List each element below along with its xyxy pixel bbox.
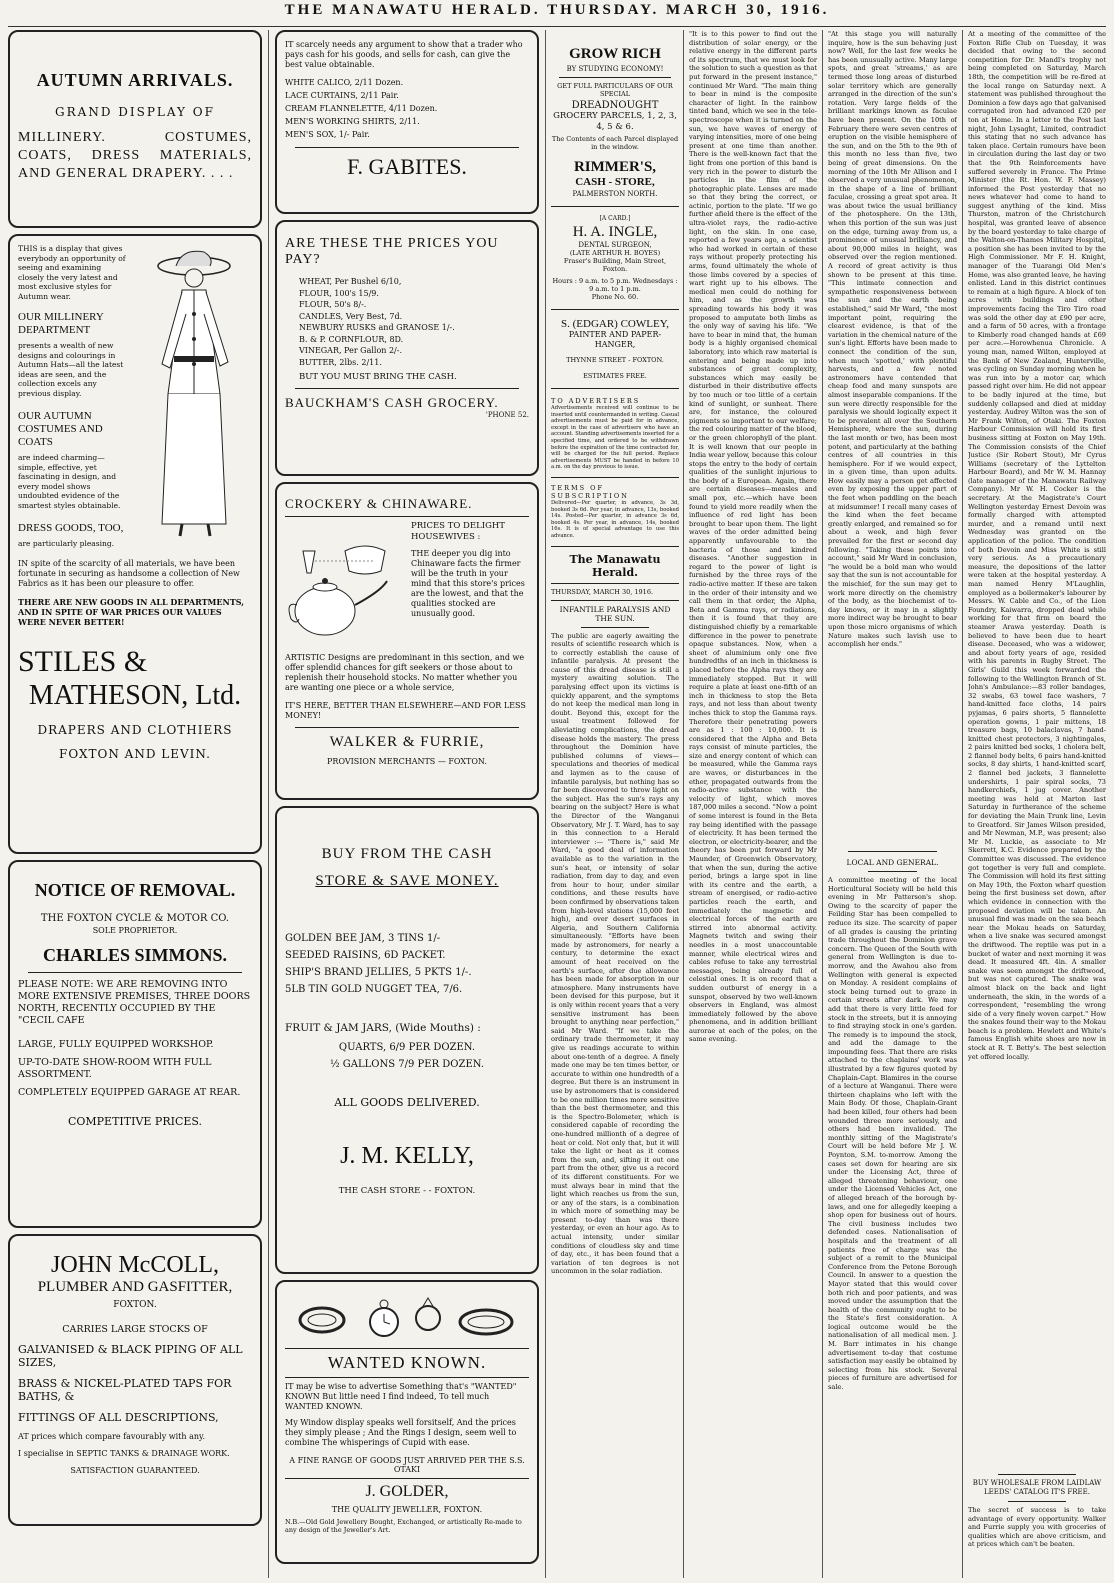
ingle-name: H. A. INGLE, [572,224,658,240]
jewellery-illustration [285,1290,529,1346]
golder-sub: THE QUALITY JEWELLER, FOXTON. [331,1505,483,1514]
kelly-list [285,930,529,998]
ingle-addr: Fraser's Building, Main Street, Foxton. [563,257,667,273]
golder-text: IT may be wise to advertise Something that's "WANTED" KNOWN But little need I find indeed, To tell much WANTED KNOWN. [285,1382,517,1411]
paper-nameplate: The Manawatu Herald. [569,552,661,579]
ingle-card: [A CARD.] [599,215,631,222]
mccoll-line: SATISFACTION GUARANTEED. [70,1466,200,1475]
walker-better: IT'S HERE, BETTER THAN ELSEWHERE—AND FOR LESS MONEY! [285,701,526,720]
article-continued: "It is to this power to find out the distribution of solar energy, or the relative energy in the different parts of its spectrum, that we must look for the solution to such a question as that put forward in the present instance," continued Mr Ward. "The main thing to bear in mind is the composite character of light. In the rainbow tinted band, which we see in the tele-spectroscope when it is turned on the sun, we have waves of energy of varying intensities, more of one being present at one time than another. There is the well-known fact that the light from one portion of this band is very rich in the power to disturb the particles in the film of the photographic plate. Lenses are made so that they bring the correct, or actinic, portion to the plate. "If we go further afield there is the effect of the ultra-violet rays, the radio-active light, on the skin. In one case, reported a few years ago, a scientist who had worked in certain of these rays without properly protecting his arms, found ultimately the whole of those limbs covered by a species of wart right up to his elbows. The medical men could do nothing for him, and as the growth was spreading towards his body it was proposed to amputate both limbs as the only way of saving his life. "We have to bear in mind that, the human body is a highly organised chemical laboratory, into which raw material is entering and being made up into substances of great complexity, substances which may easily be disturbed in their distributive effects by too much or too little of a certain kind of sunlight, or sunheat. There are, for instance, the coloured pigments so important to our welfare; the red colouring matter of the blood, or the green chlorophyll of the plant. It is well known that our people in India wear yellow, because this colour stops the entry to the body of certain qualities of the sunlight injurious to the body of a European. Again, there are certain diseases—measles and small pox, etc.—which have been found to yield more readily when the influence of red light has been brought to bear upon them. The light waves of the order admitted being apparently unfavourable to the bacteria of those and kindred diseases. "Another suggestion in regard to the power of light is furnished by the three rays of the radio-active matter. If these are taken in the order of their intensity and we call them in that order, the Alpha, Beta and Gamma rays, or radiations, then it is found that they are distinguished chiefly by a remarkable difference in the power to penetrate opaque substances. Now, when a sheet of aluminium only one five hundredths of an inch in thickness is placed before the Alpha rays they are immediately stopped. But it will require a plate at least one-fifth of an inch in thickness to stop the Beta rays, and not less than about twenty inches thick to stop the Gamma rays. Therefore their penetrating powers are as 1 : 100 : 10,000. It is considered that the Alpha and Beta rays consist of minute particles, the size and energy content of which can be measured, while the Gamma rays are waves, or disturbances in the ether, propagated outwards from the radio-active substance with the velocity of light, which moves 187,000 miles a second. "Now a point of some interest is found in the Beta ray being identified with the passage of electricity. It has been termed the electron, or electricity-bearer, and the theory has been put forward by Mr Maunder, of Greenwich Observatory, that when the sun, during the active period, brings a large spot in line with its centre and the earth, a stream of energised, or radio-active particles reach the earth, and immediately the magnetic and electrical forces of the earth are stirred into abnormal activity. Magnets twitch and swing their needles in a most unaccountable manner, while electrical wires and cables refuse to take any terrestrial messages, being already full of celestial ones. It is on record that a sudden outburst of energy in a sunspot, observed by two well-known observers in England, was almost immediately followed by the above phenomena, and in addition brilliant aurorae at each of the poles, on the same evening. [689,30,817,1044]
bauckham-list [299,276,529,368]
column-divider [962,30,963,1578]
intro-text: THIS is a display that gives everybody an opportunity of seeing and examining closely the very latest and most exclusive styles for Autumn wear. [18,244,126,301]
list-item: BUTTER, 2lbs. 2/11. [299,357,382,367]
article-body: The public are eagerly awaiting the results of scientific research which is to correctly establish the cause of infantile paralysis. At present the cause of this dread disease is still a mystery awaiting solution. The paralysing effect upon its victims is quickly apparent, and the symptoms do not keep the medical man long in doubt. Beyond this, except for the usual treatment followed for alleviating complications, the dread disease holds the mastery. The press throughout the Dominion have published columns of views—speculations and theories of medical and laymen as to the cause of infantile paralysis, but nothing has so far been discovered to throw light on the subject. Has the sun's rays any bearing on the subject? Here is what the Director of the Wanganui Observatory, Mr J. T. Ward, has to say in this connection to a Herald interviewer :— "There is," said Mr Ward, "a good deal of information available as to the variation in the sun's heat, or intensity of solar radiation, from day to day, and even from hour to hour, under similar conditions, and these results have been confirmed by observations taken from high-level stations (15,000 feet high), and over desert surfaces in Algeria, and Southern California simultaneously. "Efforts have been made by astronomers, for nearly a century, to determine the exact amount of heat received on the earth's surface, after due allowance has been made for absorption in our atmosphere. Many instruments have been devised for this purpose, but it is only within recent years that a very sensitive instrument has been brought to anything near perfection," said Mr Ward. "If we take the ordinary trade thermometer, it may give us readings accurate to within about one-tenth of a degree. A finely made one may be ten times better, or accurate to within one hundredth of a degree. But there is an instrument in use by astronomers that is considered to be one million times more sensitive than the best thermometer, and this is the Spectro-Bolometer, which is considered capable of recording the one-hundred millionth of a degree of heat or cold. Not only that, but it will take the light or heat as it comes from the sun, and, sifting it out one part from the other, give us a record of its different constituents. For we must always bear in mind that the light which reaches us from the sun, or any of the stars, is a combination in which more of something may be present to-day than was there yesterday, or even an hour ago. As to actual intensity, under similar conditions of cloudless sky and time of day, etc., it has been found that a variation of ten degrees is not uncommon in the solar radiation. [551,631,679,1276]
list-item: SEEDED RAISINS, 6D PACKET. [285,950,446,961]
divider [551,477,679,478]
ad-john-mccoll [8,1234,262,1526]
bauckham-title: ARE THESE THE PRICES YOU PAY? [285,236,499,267]
notice-subscription [551,484,679,540]
millinery-heading: OUR MILLINERY DEPARTMENT [18,311,104,336]
catalog-heading: BUY WHOLESALE FROM LAIDLAW LEEDS' CATALOG IT'S FREE. [972,1479,1102,1496]
kelly-sub: THE CASH STORE - - FOXTON. [338,1186,476,1196]
news-items: At a meeting of the committee of the Foxton Rifle Club on Tuesday, it was decided that owing to the second competition for Dr. Mandl's trophy not being completed on Saturday, March 18th, the competition will be re-fired at the local range on Saturday next. A statement was published throughout the Dominion a few days ago that galvanised corrugated iron had advanced £20 per ton at Home. In a letter to the Post last night, John Lysaght, Limited, contradict this stating that no such advance has taken place. Certain rumours have been in circulation during the last day or two that the 9th Reinforcements have suffered severely in France. The Prime Minister (the Rt. Hon. W. F. Massey) informed the Post yesterday that no news whatever had come to hand to suggest anything of the kind. Miss Thurston, matron of the Christchurch hospital, was granted leave of absence by the board yesterday to take charge of the Walton-on-Thames Military Hospital, a position she has been invited to by the High Commissioner. Mr F. H. Knight, manager of the Tuarangi Old Men's Home, was also granted leave, he having enlisted. Land in this district continues to remain at a high figure. A block of ten acres with buildings and other improvements facing the Tiro Tiro road was sold the other day at £90 per acre, and a farm of 50 acres, with a frontage to Kimberly road changed hands at £69 per acre.—Horowhenua Chronicle. A young man, named Wilton, employed at the Bank of New Zealand, Hunterville, was cycling on Sunday morning when he was run into by a motor car, which passed right over him. He did not appear to be badly injured at the time, but suddenly collapsed and died at midday yesterday. Audrey Wilton was the son of Mr Frank Wilton, of Otaki. The Foxton Harbour Commission will hold its first business sitting at Foxton on May 19th. The Commission consists of the Chief Justice (Sir Robert Stout), Mr Cyrus Williams (secretary of the Lyttelton Harbour Board), and Mr W. M. Hannay (late manager of the Manawatu Railway Company). Mr W. H. Cocker is the secretary. At the Magistrate's Court Wellington yesterday Ernest Devoin was formally charged with attempted murder, and a remand until next Wednesday was granted on the application of the police. The condition of both Devoin and Miss White is still very serious. As a precautionary measure, the depositions of the latter were taken at the hospital yesterday. A man named Henry M'Laughlin, employed as a boilermaker's labourer by Messrs. W. Cable and Co., of the Lion Foundry, Kaiwarra, dropped dead while working for that firm on board the steamer Arawa yesterday. Death is believed to have been due to heart disease. Deceased, who was a widower, and about forty years of age, resided with his parents in Rugby Street. The Girls' Guild this week forwarded the following to the Wellington Branch of St. John's Ambulance:—83 roller bandages, 32 swabs, 63 towel face washers, 7 hand-knitted face cloths, 14 pairs pyjamas, 6 pairs shorts, 5 flannelette operation gowns, 1 pair mittens, 18 treasure bags, 10 balaclavas, 7 hand-knitted chest protectors, 3 nightingales, 2 pairs knitted bed socks, 1 cholera belt, 2 flannel body belts, 6 pairs hand-knitted socks, 8 day shirts, 1 hand-knitted scarf, 2 flannel bed jackets, 3 flannelette undershirts, 1 pair spiral socks, 73 handkerchiefs, 1 jug cover. Another meeting was held at Marton last Saturday in furtherance of the scheme for deviating the Main Trunk line, Levin to Greatford. Sir James Wilson presided, and Mr Newman, M.P., was present; also Mr M. Luckie, as associate to Mr Skerrett, K.C. Evidence prepared by the Committee was discussed. The evidence got together is very full and complete. The Commission will hold its first sitting on May 19th, the Foxton wharf question being the first business set down, after which evidence in connection with the proposed deviation will be taken. An unusual find was made on the sea beach near the Mokau heads on Saturday, when a live snake was secured amongst the driftwood. The reptile was put in a bucket of water and next morning it was dead. It measured 4ft. 4in. A smaller snake was seen amongst the driftwood, but was not captured. The snake was almost black on the back and light underneath, the skin, in the words of a correspondent, "resembling the wrong side of a very finely woven carpet." How the snakes found their way to the Mokau beach is a problem. Hewlett and White's famous English white shoes are now in stock at R. T. Betty's. The best selection yet offered locally. [968,30,1106,1061]
list-item: LACE CURTAINS, 2/11 Pair. [285,91,399,100]
divider [28,972,242,973]
divider [868,871,917,872]
rimmer-sub: BY STUDYING ECONOMY! [566,65,664,73]
divider [551,600,679,601]
list-item: B. & P. CORNFLOUR, 8D. [299,334,404,344]
article-title: INFANTILE PARALYSIS AND THE SUN. [559,604,671,623]
mccoll-location: FOXTON. [113,1300,157,1310]
divider [1008,1501,1066,1502]
kelly-quarts: QUARTS, 6/9 PER DOZEN. [338,1042,476,1053]
notice-advertisers [551,397,679,471]
bauckham-name: BAUCKHAM'S CASH GROCERY. [285,395,499,410]
kelly-name: J. M. KELLY, [340,1143,474,1169]
removal-proprietor: SOLE PROPRIETOR. [92,926,178,935]
column-5 [828,30,957,1578]
removal-line: COMPETITIVE PRICES. [67,1115,203,1128]
list-item: NEWBURY RUSKS and GRANOSE 1/-. [299,323,455,332]
list-item: WHEAT, Per Bushel 6/10, [299,277,402,286]
mccoll-line: AT prices which compare favourably with any. [18,1432,205,1441]
divider [285,1377,529,1378]
rimmer-name: RIMMER'S, [573,159,657,175]
golder-name: J. GOLDER, [365,1483,449,1500]
new-goods-text: THERE ARE NEW GOODS IN ALL DEPARTMENTS, AND IN SPITE OF WAR PRICES OUR VALUES WERE NEVER BETTER! [18,596,245,627]
mccoll-line: FITTINGS OF ALL DESCRIPTIONS, [18,1411,219,1424]
golder-range: A FINE RANGE OF GOODS JUST ARRIVED PER THE S.S. OTAKI [289,1456,525,1474]
divider [551,309,679,310]
kelly-gallons: ½ GALLONS 7/9 PER DOZEN. [329,1059,485,1070]
rimmer-dread: DREADNOUGHT [571,100,659,111]
advertisers-text: Advertisements received will continue to be inserted until countermanded in writing. Casual advertisements must be paid for in advance, except in the case of advertisers who have an account. Standing advertisements inserted for a specified time, and ordered to be withdrawn before the expiration of the time contracted for, will be charged for the full period. Replace advertisements MUST be handed in before 10 a.m. on the day previous to issue. [551,405,679,471]
column-4 [689,30,817,1578]
divider [581,627,649,628]
masthead-rule [8,26,1106,27]
ingle-title: DENTAL SURGEON, [578,241,652,249]
column-divider [268,30,269,1578]
column-3 [551,30,679,1578]
golder-nb: N.B.—Old Gold Jewellery Bought, Exchanged, or artistically Re-made to any design of the Jeweller's Art. [285,1518,522,1534]
local-general-title: LOCAL AND GENERAL. [846,858,939,867]
rimmer-parcels: GROCERY PARCELS, 1, 2, 3, 4, 5 & 6. [553,111,677,132]
walker-text-1: THE deeper you dig into Chinaware facts the firmer will be the truth in your mind that this store's prices are the lowest, and that the qualities stocked are unusually good. [411,549,525,618]
subscription-text: Delivered—Per quarter, in advance, 3s 3d, booked 3s 6d. Per year, in advance, 13s, booked 14s. Posted—Per quarter, in advance 3s 6d, booked 4s. Per year, in advance, 14s, booked 16s. It is of special advantage to use this advance. [551,499,679,539]
divider [551,388,679,389]
list-item: CANDLES, Very Best, 7d. [299,311,403,321]
list-item: FLOUR, 100's 15/9. [299,288,379,298]
ad-cowley [551,318,679,380]
ad-rimmer [551,46,679,198]
divider [551,583,679,584]
ad-items: MILLINERY. COSTUMES, COATS, DRESS MATERIALS, AND GENERAL DRAPERY. . . . [18,130,252,181]
bauckham-phone: 'PHONE 52. [485,411,529,419]
scarcity-text: IN spite of the scarcity of all materials, we have been fortunate in securing as handsome a collection of New Fabrics as it has been our pleasure to offer. [18,558,240,588]
divider [559,77,671,78]
list-item: WHITE CALICO, 2/11 Dozen. [285,78,404,87]
walker-text-2: ARTISTIC Designs are predominant in this section, and we offer splendid chances for gift seekers or those about to replenish their household stocks. No matter whether you are wanting one piece or a whole service, [285,653,525,692]
mccoll-line: CARRIES LARGE STOCKS OF [62,1324,208,1335]
mccoll-line: I specialise in SEPTIC TANKS & DRAINAGE WORK. [18,1449,230,1458]
gabites-intro: IT scarcely needs any argument to show that a trader who pays cash for his goods, and sells for cash, can give the best value obtainable. [285,40,523,69]
costumes-heading: OUR AUTUMN COSTUMES AND COATS [18,410,103,448]
divider [551,546,679,547]
column-1 [8,30,262,1578]
divider [285,1348,529,1349]
gabites-list [285,76,529,141]
removal-company: THE FOXTON CYCLE & MOTOR CO. [40,913,230,924]
golder-verse: My Window display speaks well forsitself, And the prices they simply please ; And the Rings I design, seem well to combine The whisperings of Cupid with ease. [285,1418,517,1447]
walker-title: CROCKERY & CHINAWARE. [285,496,473,511]
ad-bauckham [275,220,539,476]
ad-stiles-matheson [8,234,262,854]
rimmer-get: GET FULL PARTICULARS OF OUR SPECIAL [557,82,673,98]
list-item: SHIP'S BRAND JELLIES, 5 PKTS 1/-. [285,967,472,978]
removal-title: NOTICE OF REMOVAL. [34,880,236,900]
divider [285,516,529,517]
column-divider [822,30,823,1578]
ingle-late: (LATE ARTHUR H. BOYES) [569,249,661,257]
teapot-icon [285,521,405,651]
dress-heading: DRESS GOODS, TOO, [18,522,124,534]
subscription-title: TERMS OF SUBSCRIPTION [551,483,629,500]
list-item: MEN'S SOX, 1/- Pair. [285,130,370,139]
column-2 [275,30,539,1578]
mccoll-line: BRASS & NICKEL-PLATED TAPS FOR BATHS, & [18,1377,232,1403]
divider [285,1478,529,1479]
advertisers-title: TO ADVERTISERS [551,397,641,405]
cowley-addr: THYNNE STREET - FOXTON. [566,356,664,364]
list-item: FLOUR, 50's 8/-. [299,300,367,309]
issue-date: THURSDAY, MARCH 30, 1916. [551,587,654,596]
divider [295,147,519,148]
ad-text-block [18,244,128,549]
firm-name-1: STILES & [18,644,148,678]
cowley-est: ESTIMATES FREE. [583,372,647,380]
millinery-text: presents a wealth of new designs and colourings in Autumn Hats—all the latest ideas are seen, and the collection excels any previous display. [18,341,124,398]
ad-kelly [275,806,539,1274]
list-item: 5LB TIN GOLD NUGGET TEA, 7/6. [285,984,463,995]
article-conclusion: "At this stage you will naturally inquire, how is the sun behaving just now? Well, for the last few weeks he has been unusually active. Many large spots, and great 'streams,' as are termed those long areas of disturbed solar territory which are generally arranged in the direction of the sun's rotation. Very large fields of the brilliant markings known as faculae have been present. On the 10th of February there were seven centres of eruption on the visible hemisphere of the sun, and on the 5th to the 9th of this month no less than five, two being of great dimensions. On the morning of the 10th Mr Allison and I observed a very unusual phenomenon, in the shape of a line of brilliant faculae, crossing a great spot area. It was about twice the usual brilliancy of the photosphere. On the 13th, when this portion of the sun was just on the edge, turning away from us, a prominence of unusual brilliancy, and about 90,000 miles in height, was observed over the region mentioned. A record of great activity is thus shown to be present at this time. "This intimate connection and sympathetic responsiveness between the sun and the earth being established," said Mr Ward, "the most important point, requiring the clearest evidence, is that of the variation in the chemical nature of the sun's light. Efforts have been made to connect the condition of the sun, when much 'spotted,' with plentiful harvests, and a few noted astronomers have contended that cheap food and many sunspots are almost inseparable companions. If the sun were directly responsible for the paralysis we should logically expect it to be prevalent all over the Southern Hemisphere, where the sun, during the last month or two, has been most potent, and particularly at the bathing centres of all countries in this hemisphere. For if we would expect, in a given time, than upon adults. How easily may a person get affected even by exposing the upper part of the feet when paddling on the beach at midsummer! I recall many cases of the kind when the feet became greatly enlarged, and remained so for about a week, and high fever prevailed for the first or second day following. "Taking these points into account," said Mr Ward in conclusion, "he would be a bold man who would say that the sun is not accountable for the mischief, for the sun may get to work more directly on the chemistry of the body, as the biochemist of to-day knows, or it may in a slightly more indirect way be brought to bear upon those micro organisms of which Nature makes such lavish use to accomplish her ends." [828,30,957,649]
list-item: CREAM FLANNELETTE, 4/11 Dozen. [285,104,438,113]
walker-name: WALKER & FURRIE, [329,734,485,750]
kelly-title-1: BUY FROM THE CASH [321,846,493,862]
ad-notice-of-removal [8,860,262,1228]
divider [998,1474,1076,1475]
firm-location: FOXTON AND LEVIN. [59,746,211,761]
divider [295,727,519,728]
removal-note: PLEASE NOTE: WE ARE REMOVING INTO MORE EXTENSIVE PREMISES, THREE DOORS NORTH, RECENTLY OCCUPIED BY THE "CECIL CAFE [18,979,251,1026]
divider [848,851,937,852]
column-divider [545,30,546,1578]
removal-line: UP-TO-DATE SHOW-ROOM WITH FULL ASSORTMENT. [18,1057,212,1080]
jewellery-icon [292,1290,522,1346]
masthead: THE MANAWATU HERALD. THURSDAY. MARCH 30, 1916. [284,2,830,18]
ingle-hours: Hours : 9 a.m. to 5 p.m. Wednesdays : 9 a.m. to 1 p.m. [552,277,678,293]
ad-title: AUTUMN ARRIVALS. [36,70,234,90]
column-6 [968,30,1106,1578]
removal-line: LARGE, FULLY EQUIPPED WORKSHOP. [18,1039,214,1050]
bauckham-cash: BUT YOU MUST BRING THE CASH. [299,372,457,382]
ad-ingle [551,215,679,301]
fashion-figure-icon [132,244,252,544]
cowley-trade: PAINTER AND PAPER-HANGER, [568,330,662,349]
local-general-body: A committee meeting of the local Horticultural Society will be held this evening in Mr Patterson's shop. Owing to the scarcity of paper the Feilding Star has been compelled to reduce its size. The scarcity of paper of all grades is causing the printing trade throughout the Dominion grave concern. The Queen of the South with general from Wellington is due to-morrow, and the Awahou also from Wellington with general is expected on Monday. A resident complains of stock being turned out to graze in certain streets after dark. We may add that there is very little feed for stock in the streets, but it is annoying to find straying stock in one's garden. The remedy is to impound the stock, and add the damage to the impounding fees. That there are risks attached to the chaplains' work was illustrated by a few figures quoted by Chaplain-Capt. Blamires in the course of a lecture at Wanganui. There were thirteen chaplains who left with the Main Body. Of those, Chaplain-Grant had been killed, four others had been wounded three more seriously, and others had been invalided. The monthly sitting of the Magistrate's Court will be held before Mr J. W. Poynton, S.M. to-morrow. Among the cases set down for hearing are six under the Licensing Act, three of alleged threatening behaviour, one under the Licensed Vehicles Act, one of alleged breach of the borough by-laws, and one for allegedly keeping a shop open for business out of hours. The civil business includes two defended cases. Nationalisation of hospitals and the treatment of all patients free of charge was the subject of a remit to the Municipal Conference from the Petone Borough Council. In answer to a question the Mayor stated that this would cover both rich and poor patients, and was moved under the assumption that the health of the community ought to be the State's first consideration. A logical outcome would be the nationalisation of all medical men. J. M. Barr intimates in his change advertisement to-day that costume satisfaction may easily be obtained by selecting from his stock. Several pieces of furniture are advertised for sale. [828,876,957,1392]
divider [295,388,519,389]
rimmer-loc: PALMERSTON NORTH. [572,190,658,198]
rimmer-title: GROW RICH [569,46,661,62]
ad-walker-furrie [275,482,539,800]
removal-name: CHARLES SIMMONS. [42,945,228,965]
catalog-text: The secret of success is to take advantage of every opportunity. Walker and Furrie supply you with groceries of qualities which are above criticism, and at prices which can't be beaten. [968,1506,1106,1549]
gabites-name: F. GABITES. [347,154,467,179]
dress-text: are particularly pleasing. [18,539,115,548]
woman-illustration [132,244,252,544]
rimmer-store: CASH - STORE, [575,176,655,188]
kelly-delivered: ALL GOODS DELIVERED. [334,1096,480,1109]
firm-name-2: MATHESON, Ltd. [28,679,242,711]
ingle-phone: Phone No. 60. [591,293,639,301]
list-item: MEN'S WORKING SHIRTS, 2/11. [285,117,420,126]
costumes-text: are indeed charming—simple, effective, yet fascinating in design, and every model shows undoubted evidence of the smartest styles obtainable. [18,453,121,510]
firm-subtitle: DRAPERS AND CLOTHIERS [37,722,233,737]
walker-sub: PROVISION MERCHANTS — FOXTON. [327,757,487,766]
ad-golder [275,1280,539,1564]
cowley-name: S. (EDGAR) COWLEY, [561,318,669,330]
list-item: GOLDEN BEE JAM, 3 TINS 1/- [285,933,441,944]
chinaware-illustration [285,521,405,651]
list-item: VINEGAR, Per Gallon 2/-. [299,346,402,355]
rimmer-contents: The Contents of each Parcel displayed in the window. [551,135,679,151]
mccoll-trade: PLUMBER AND GASFITTER, [37,1279,233,1295]
ad-subtitle: GRAND DISPLAY OF [55,105,215,119]
walker-prices: PRICES TO DELIGHT HOUSEWIVES : [411,521,505,542]
mccoll-line: GALVANISED & BLACK PIPING OF ALL SIZES, [18,1343,243,1369]
column-divider [683,30,684,1578]
ad-gabites [275,30,539,214]
kelly-title-2: STORE & SAVE MONEY. [315,873,499,889]
mccoll-name: JOHN McCOLL, [51,1252,219,1278]
golder-title: WANTED KNOWN. [327,1353,487,1372]
kelly-jars: FRUIT & JAM JARS, (Wide Mouths) : [285,1022,481,1034]
divider [551,206,679,207]
ad-autumn-arrivals [8,30,262,228]
removal-line: COMPLETELY EQUIPPED GARAGE AT REAR. [18,1087,241,1098]
